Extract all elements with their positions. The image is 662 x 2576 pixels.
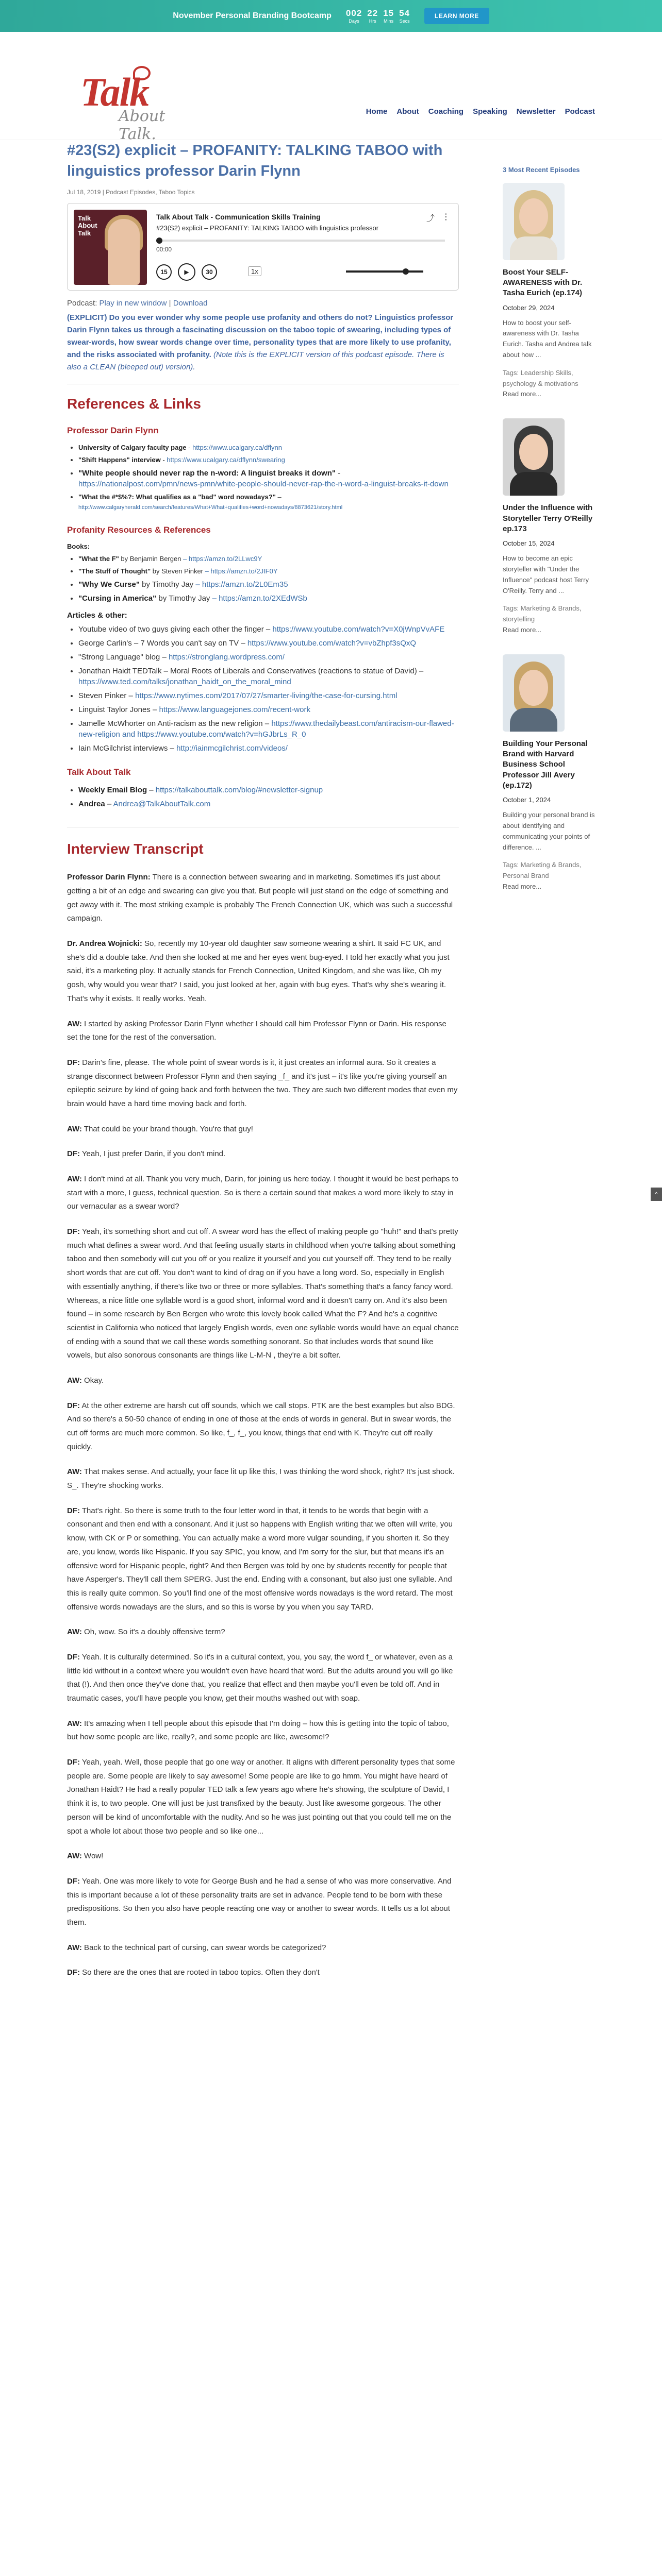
transcript-text: Back to the technical part of cursing, can swear words be categorized? xyxy=(81,1943,326,1952)
episode-thumbnail[interactable] xyxy=(503,654,565,732)
post-meta: Jul 18, 2019 | Podcast Episodes, Taboo Topics xyxy=(67,189,195,196)
play-icon[interactable]: ▶ xyxy=(178,263,195,281)
articles-label: Articles & other: xyxy=(67,611,127,620)
transcript-paragraph xyxy=(67,1850,459,1863)
list-item: • "The Stuff of Thought" by Steven Pinker – https://amzn.to/2JIF0Y xyxy=(78,567,459,576)
speaker-label: DF: xyxy=(67,1652,80,1662)
episode-title-link[interactable]: Building Your Personal Brand with Harvard Business School Professor Jill Avery (ep.172) xyxy=(503,739,588,790)
episode-title-link[interactable]: Boost Your SELF-AWARENESS with Dr. Tasha Eurich (ep.174) xyxy=(503,267,583,298)
progress-handle[interactable] xyxy=(156,238,162,244)
list-item: • "Shift Happens" interview - https://www.ucalgary.ca/dflynn/swearing xyxy=(78,455,459,465)
countdown-timer xyxy=(346,9,410,24)
nav-home[interactable]: Home xyxy=(366,107,388,116)
transcript-paragraph xyxy=(67,1056,459,1111)
logo-main-text: Talk xyxy=(80,70,149,114)
player-episode-title: #23(S2) explicit – PROFANITY: TALKING TABOO with linguistics professor xyxy=(156,224,379,232)
transcript-text: Okay. xyxy=(81,1376,104,1385)
list-item: • Steven Pinker – https://www.nytimes.com/2017/07/27/smarter-living/the-case-for-cursing.html xyxy=(78,690,459,701)
resources-heading: Profanity Resources & References xyxy=(67,524,211,535)
nav-about[interactable]: About xyxy=(396,107,419,116)
speaker-label: AW: xyxy=(67,1719,82,1728)
article-link[interactable]: https://www.thedailybeast.com/antiracism-our-flawed-new-religion and https://www.youtube.com/watch?v=hGJbrLs_R_0 xyxy=(78,719,454,739)
promo-bar xyxy=(0,0,662,32)
skip-forward-icon[interactable]: 30 xyxy=(202,264,217,280)
transcript-paragraph xyxy=(67,1225,459,1363)
episode-title-link[interactable]: Under the Influence with Storyteller Terry O'Reilly ep.173 xyxy=(503,503,593,533)
list-item: • "Strong Language" blog – https://stronglang.wordpress.com/ xyxy=(78,652,459,663)
sidebar xyxy=(503,166,595,890)
reference-link[interactable]: http://www.calgaryherald.com/search/features/What+What+qualifies+word+nowadays/8873621/story.html xyxy=(78,504,343,511)
article-link[interactable]: http://iainmcgilchrist.com/videos/ xyxy=(176,744,288,753)
episode-excerpt: How to boost your self-awareness with Dr. Tasha Eurich. Tasha and Andrea talk about how ... xyxy=(503,318,592,359)
book-link[interactable]: – https://amzn.to/2JIF0Y xyxy=(203,567,278,575)
transcript-body xyxy=(67,871,459,1980)
speaker-label: AW: xyxy=(67,1628,82,1637)
playback-speed[interactable]: 1x xyxy=(248,266,261,276)
share-icon[interactable]: ⤴ xyxy=(426,214,435,224)
recent-episode[interactable] xyxy=(503,418,595,634)
promo-title: November Personal Branding Bootcamp xyxy=(173,11,332,20)
list-item: • Jonathan Haidt TEDTalk – Moral Roots of Liberals and Conservatives (reactions to statue of David) – https://www.ted.com/talks/jonathan_haidt_on_the_moral_mind xyxy=(78,666,459,687)
transcript-paragraph xyxy=(67,1465,459,1493)
article-link[interactable]: https://www.languagejones.com/recent-work xyxy=(159,705,310,715)
email-link[interactable]: Andrea@TalkAboutTalk.com xyxy=(113,800,211,809)
transcript-paragraph xyxy=(67,1966,459,1980)
speaker-label: DF: xyxy=(67,1876,80,1886)
episode-excerpt: Building your personal brand is about identifying and communicating your points of difference. ... xyxy=(503,811,595,851)
progress-bar[interactable] xyxy=(156,240,445,242)
transcript-text: Darin's fine, please. The whole point of swear words is it, it just creates an informal aura. So it creates a strange disconnect between Professor Flynn and then saying _f_ and it's just – it's like you're giving yourself an epileptic seizure by kind of going back and forth between the two. They are such two different modes that even my brain would have a hard time moving back and forth. xyxy=(67,1058,458,1108)
list-item: • Jamelle McWhorter on Anti-racism as the new religion – https://www.thedailybeast.com/antiracism-our-flawed-new-religion and https://www.youtube.com/watch?v=hGJbrLs_R_0 xyxy=(78,718,459,740)
newsletter-signup-link[interactable]: https://talkabouttalk.com/blog/#newsletter-signup xyxy=(155,786,323,795)
transcript-paragraph xyxy=(67,1123,459,1137)
articles-list xyxy=(78,624,459,754)
episode-date: October 15, 2024 xyxy=(503,539,555,548)
episode-tags[interactable]: Tags: Marketing & Brands, Personal Brand xyxy=(503,861,582,880)
countdown-seconds: 54 Secs xyxy=(399,8,410,24)
speaker-label: AW: xyxy=(67,1376,82,1385)
list-item: • George Carlin's – 7 Words you can't say on TV – https://www.youtube.com/watch?v=vbZhpf3sQxQ xyxy=(78,638,459,649)
transcript-heading: Interview Transcript xyxy=(67,841,204,857)
book-link[interactable]: – https://amzn.to/2LLwc9Y xyxy=(181,554,262,563)
transcript-text: So there are the ones that are rooted in taboo topics. Often they don't xyxy=(80,1968,320,1977)
speaker-label: AW: xyxy=(67,1175,82,1184)
article-link[interactable]: https://www.youtube.com/watch?v=vbZhpf3sQxQ xyxy=(247,639,417,648)
list-item: • "White people should never rap the n-word: A linguist breaks it down" - https://nationalpost.com/pmn/news-pmn/white-people-should-never-rap-the-n-word-a-linguist-breaks-it-down xyxy=(78,468,459,489)
list-item: • Iain McGilchrist interviews – http://iainmcgilchrist.com/videos/ xyxy=(78,743,459,754)
book-link[interactable]: – https://amzn.to/2L0Em35 xyxy=(193,580,288,589)
transcript-paragraph xyxy=(67,1018,459,1045)
recent-episode[interactable] xyxy=(503,183,595,398)
episode-date: October 1, 2024 xyxy=(503,796,551,804)
speaker-label: DF: xyxy=(67,1401,80,1410)
article-link[interactable]: https://www.youtube.com/watch?v=X0jWnpVvAFE xyxy=(272,625,445,634)
transcript-text: It's amazing when I tell people about this episode that I'm doing – how this is getting into the topic of taboo, but how some people are like, really?, and some people are like, awesome!? xyxy=(67,1719,449,1742)
main-content xyxy=(67,140,459,1991)
learn-more-button[interactable]: LEARN MORE xyxy=(424,8,489,24)
recent-episodes-heading: 3 Most Recent Episodes xyxy=(503,166,580,174)
play-new-window-link[interactable]: Play in new window xyxy=(99,299,167,308)
nav-coaching[interactable]: Coaching xyxy=(428,107,464,116)
article-link[interactable]: https://www.ted.com/talks/jonathan_haidt_on_the_moral_mind xyxy=(78,677,291,687)
logo-sub-text: About Talk. xyxy=(119,107,166,143)
nav-speaking[interactable]: Speaking xyxy=(473,107,507,116)
list-item: • Linguist Taylor Jones – https://www.languagejones.com/recent-work xyxy=(78,704,459,715)
post-title: #23(S2) explicit – PROFANITY: TALKING TABOO with linguistics professor Darin Flynn xyxy=(67,142,443,180)
elapsed-time: 00:00 xyxy=(156,246,172,253)
episode-tags[interactable]: Tags: Marketing & Brands, storytelling xyxy=(503,604,582,623)
speaker-label: AW: xyxy=(67,1124,82,1133)
nav-newsletter[interactable]: Newsletter xyxy=(516,107,556,116)
list-item: • "What the #*$%?: What qualifies as a "bad" word nowadays?" – http://www.calgaryherald.com/search/features/What+What+qualifies+word+nowadays/8873621/story.html xyxy=(78,493,459,512)
transcript-paragraph xyxy=(67,1374,459,1388)
professor-heading: Professor Darin Flynn xyxy=(67,426,159,436)
episode-tags[interactable]: Tags: Leadership Skills, psychology & motivations xyxy=(503,368,578,387)
countdown-hours: 22 Hrs xyxy=(367,8,378,24)
list-item: • "What the F" by Benjamin Bergen – https://amzn.to/2LLwc9Y xyxy=(78,554,459,564)
transcript-paragraph xyxy=(67,1875,459,1930)
read-more-link[interactable]: Read more... xyxy=(503,625,542,634)
list-item: • Andrea – Andrea@TalkAboutTalk.com xyxy=(78,799,459,809)
article-link[interactable]: https://stronglang.wordpress.com/ xyxy=(168,653,285,662)
tat-links xyxy=(78,785,459,809)
countdown-minutes: 15 Mins xyxy=(383,8,394,24)
episode-thumbnail[interactable] xyxy=(503,183,565,260)
download-link[interactable]: Download xyxy=(173,299,208,308)
speaker-label: AW: xyxy=(67,1019,82,1028)
references-heading: References & Links xyxy=(67,396,201,412)
scroll-to-top-button[interactable]: ^ xyxy=(651,1188,662,1201)
speaker-label: DF: xyxy=(67,1506,80,1515)
countdown-days: 002 Days xyxy=(345,8,362,24)
transcript-text: Yeah. It is culturally determined. So it's in a cultural context, you, you say, the word f_ or whatever, even as a little kid without in a context where you wouldn't even have heard that word. But the adults around you will go like that (!). And then once they've done that, you realize that effect and then maybe you'll even be told off. And in traumatic cases, you'll have people you know, get their mouths washed out with soap. xyxy=(67,1652,453,1703)
tat-heading: Talk About Talk xyxy=(67,767,131,777)
article-link[interactable]: https://www.nytimes.com/2017/07/27/smarter-living/the-case-for-cursing.html xyxy=(135,691,398,701)
transcript-text: Oh, wow. So it's a doubly offensive term? xyxy=(81,1628,225,1637)
transcript-text: That could be your brand though. You're that guy! xyxy=(81,1124,253,1133)
speaker-label: DF: xyxy=(67,1758,80,1767)
transcript-text: So, recently my 10-year old daughter saw someone wearing a shirt. It said FC UK, and she's did a double take. And then she looked at me and her eyes went bug-eyed. I told her exactly what you just said, it's a marketing ploy. It actually stands for French Connection, United Kingdom, and she was like, Oh my gosh, why would you wear that? I said, you just looked at her, again with bug eyes. That's why she's wearing it. That's why it exists. It really works. Yeah. xyxy=(67,939,450,1003)
volume-slider[interactable] xyxy=(346,270,423,273)
list-item: • University of Calgary faculty page - https://www.ucalgary.ca/dflynn xyxy=(78,443,459,452)
reference-link[interactable]: https://www.ucalgary.ca/dflynn xyxy=(192,444,282,452)
transcript-text: Yeah, it's something short and cut off. A swear word has the effect of making people go "huh!" and that's pretty much what defines a swear word. And that feeling usually starts in childhood when you're talking about something taboo and then somebody will cut you off or you realize it yourself and you cut yourself off. They tend to be really short words that are cut off. You don't want to kind of drag on if you have a long word. So, especially in English with essentially anything, if there's like two or three or more syllables. That's something that's a fancy fancy word. Whereas, a nice little one syllable word is a good short, informal word and it doesn't carry on. And it's also been found – in some research by Ben Bergen who wrote this lovely book called What the F? And he's a cognitive scientist in California who noticed that largely English words, even one syllable words would have an equal chance of ending with a sound that we call these words something sonorant. So that includes words that sound like vowels, but also sonorous consonants are things like L-M-N , they're a bit softer. xyxy=(67,1227,459,1360)
nav-podcast[interactable]: Podcast xyxy=(565,107,595,116)
speaker-label: DF: xyxy=(67,1968,80,1977)
transcript-paragraph xyxy=(67,1717,459,1744)
transcript-paragraph xyxy=(67,1941,459,1955)
transcript-text: Yeah, I just prefer Darin, if you don't mind. xyxy=(80,1149,226,1159)
speaker-label: Dr. Andrea Wojnicki: xyxy=(67,939,142,948)
book-link[interactable]: – https://amzn.to/2XEdWSb xyxy=(210,594,307,603)
speaker-label: AW: xyxy=(67,1852,82,1861)
transcript-paragraph xyxy=(67,871,459,926)
skip-back-icon[interactable]: 15 xyxy=(156,264,172,280)
professor-links xyxy=(78,443,459,512)
episode-date: October 29, 2024 xyxy=(503,303,555,312)
transcript-text: At the other extreme are harsh cut off sounds, which we call stops. PTK are the best examples but also BDG. And so there's a 50-50 chance of ending in one of those at the ends of words in general. But in swear words, the cut off forms are much more common. So like, f_, f_, you know, things that end with K. They're cut off really quickly. xyxy=(67,1401,455,1451)
transcript-paragraph xyxy=(67,1625,459,1639)
transcript-text: There is a connection between swearing and in marketing. Sometimes it's just about getting a bit of an edge and swearing can give you that. But people will just stand on the edge of something and get away with it. The most striking example is probably The French Connection UK, which was such a successful campaign. xyxy=(67,873,453,923)
list-item: • "Why We Curse" by Timothy Jay – https://amzn.to/2L0Em35 xyxy=(78,579,459,590)
transcript-paragraph xyxy=(67,1756,459,1838)
transcript-paragraph xyxy=(67,1147,459,1161)
podcast-links: Podcast: Play in new window | Download xyxy=(67,299,208,308)
reference-link[interactable]: https://www.ucalgary.ca/dflynn/swearing xyxy=(167,456,285,464)
transcript-text: That makes sense. And actually, your face lit up like this, I was thinking the word shock, right? It's just shock. S_. They're shocking works. xyxy=(67,1467,455,1490)
player-controls xyxy=(156,263,217,281)
speaker-label: DF: xyxy=(67,1227,80,1236)
speaker-label: DF: xyxy=(67,1058,80,1067)
books-label: Books: xyxy=(67,542,90,550)
podcast-player xyxy=(67,203,459,291)
transcript-text: Yeah. One was more likely to vote for George Bush and he had a sense of who was more conservative. And this is important because a lot of these personality traits are set in advance. People tend to be born with these predispositions. So then you also have people reacting one way or another to swear words. It tells us a lot about them. xyxy=(67,1876,452,1927)
transcript-text: That's right. So there is some truth to the four letter word in that, it tends to be words that begin with a consonant and then end with a consonant. And it just so happens with English writing that we often will write, you know, with CK or P or something. You can actually make a word more vulgar sounding, if you shorten it. So they are, you know, words like Hispanic. If you say SPIC, you know, and I'm sorry for the slur, but that means it's an offensive word for Hispanic people, right? And then Bergen was told by one by students recently for people that have Asperger's. They'll call them SPERG. Just the end. Ending with a consonant, but also just one syllable. And this is really quite common. So you'll find one of the most offensive words nowadays is the word retard. The most offensive words nowadays are the slurs, and so this is worse by you when you say TARD. xyxy=(67,1506,453,1612)
read-more-link[interactable]: Read more... xyxy=(503,882,542,890)
volume-handle[interactable] xyxy=(403,268,409,275)
episode-excerpt: How to become an epic storyteller with "Under the Influence" podcast host Terry O'Reilly. Terry and ... xyxy=(503,554,589,595)
list-item: • "Cursing in America" by Timothy Jay – https://amzn.to/2XEdWSb xyxy=(78,593,459,604)
transcript-text: Wow! xyxy=(81,1852,104,1861)
transcript-paragraph xyxy=(67,1399,459,1454)
speaker-label: AW: xyxy=(67,1943,82,1952)
player-show-title: Talk About Talk - Communication Skills Training xyxy=(156,213,321,222)
transcript-text: Yeah, yeah. Well, those people that go one way or another. It aligns with different personality types that some people are. Some people are likely to say awesome! Some people are like to go hmm. You might have heard of Jonathan Haidt? He had a really popular TED talk a few years ago where he's showing, the sculpture of David, I think it is, to two people. One will just be just transfixed by the beauty. Just like awesome gorgeous. The other person will be kind of uncomfortable with the nudity. And so he was just pointing out that you could tell me on the spot a whole lot about those two people and so like one... xyxy=(67,1758,455,1836)
list-item: • Weekly Email Blog – https://talkabouttalk.com/blog/#newsletter-signup xyxy=(78,785,459,795)
speaker-label: Professor Darin Flynn: xyxy=(67,873,151,882)
main-nav xyxy=(366,107,595,116)
transcript-paragraph xyxy=(67,1173,459,1214)
recent-episode[interactable] xyxy=(503,654,595,890)
more-options-icon[interactable]: ⋮ xyxy=(442,213,450,222)
episode-thumbnail[interactable] xyxy=(503,418,565,496)
episode-description: (EXPLICIT) Do you ever wonder why some people use profanity and others do not? Linguistics professor Darin Flynn takes us through a fascinating discussion on the taboo topic of swearing, including types of swear-words, how swear words change over time, personality types that are more likely to use profanity, and the risks associated with profanity. (Note this is the EXPLICIT version of this podcast episode. There is also a CLEAN (bleeped out) version). xyxy=(67,313,454,372)
site-logo[interactable] xyxy=(77,69,201,143)
read-more-link[interactable]: Read more... xyxy=(503,390,542,398)
transcript-text: I started by asking Professor Darin Flynn whether I should call him Professor Flynn or Darin. His response set the tone for the rest of the conversation. xyxy=(67,1019,446,1042)
transcript-text: I don't mind at all. Thank you very much, Darin, for joining us here today. I thought it would be best perhaps to start with a more, I guess, technical question. So is there a certain sound that makes a word more likely to stay in our vernacular as a swear word? xyxy=(67,1175,459,1211)
list-item: • Youtube video of two guys giving each other the finger – https://www.youtube.com/watch?v=X0jWnpVvAFE xyxy=(78,624,459,635)
episode-artwork: Talk About Talk xyxy=(74,210,147,285)
player-icons xyxy=(426,212,450,224)
transcript-paragraph xyxy=(67,1504,459,1615)
speaker-label: AW: xyxy=(67,1467,82,1477)
reference-link[interactable]: https://nationalpost.com/pmn/news-pmn/white-people-should-never-rap-the-n-word-a-linguist-breaks-it-down xyxy=(78,480,449,489)
books-list xyxy=(78,554,459,604)
site-header xyxy=(0,32,662,143)
transcript-paragraph xyxy=(67,937,459,1006)
speaker-label: DF: xyxy=(67,1149,80,1159)
transcript-paragraph xyxy=(67,1651,459,1706)
